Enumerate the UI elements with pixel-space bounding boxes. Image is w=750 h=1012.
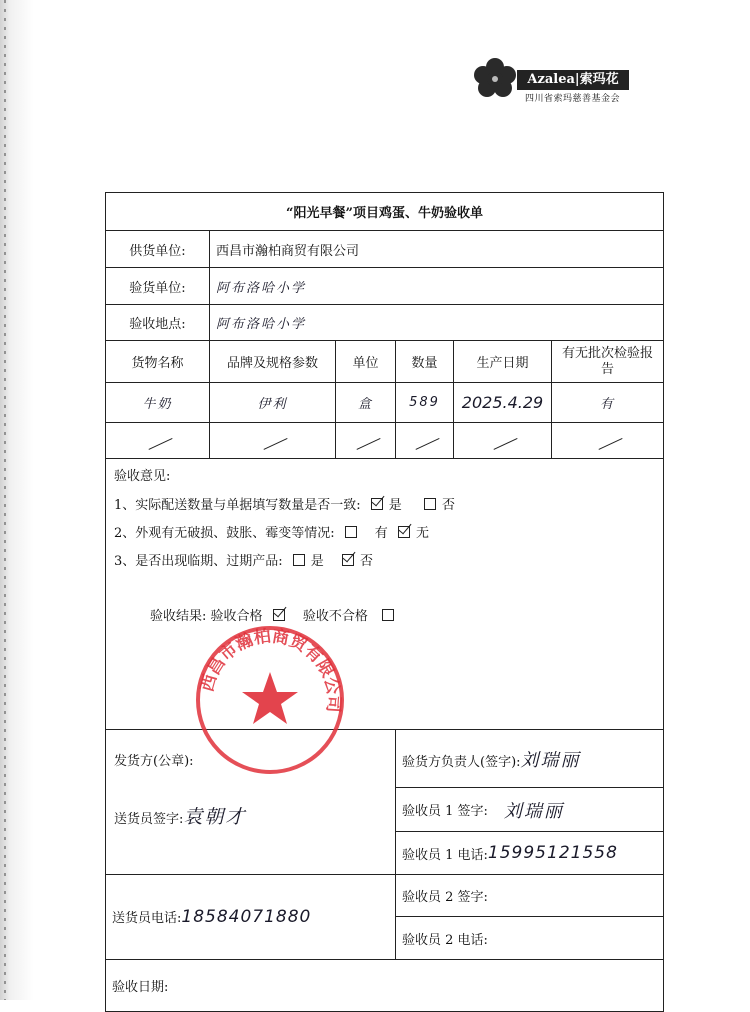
receiver-head-label: 验货方负责人(签字): bbox=[402, 754, 521, 770]
inspector1-phone-label: 验收员 1 电话: bbox=[402, 847, 488, 863]
inspector1-sign-row bbox=[396, 788, 663, 832]
header-inspection-report: 有无批次检验报告 bbox=[552, 341, 664, 383]
slash-mark bbox=[351, 427, 380, 450]
fail-checkbox[interactable] bbox=[382, 609, 394, 621]
header-goods-name: 货物名称 bbox=[106, 341, 210, 383]
q1-no-label: 否 bbox=[441, 498, 455, 513]
company-seal bbox=[190, 620, 350, 780]
seal-star-icon bbox=[242, 672, 298, 724]
acceptance-form bbox=[105, 192, 664, 1012]
header-production-date: 生产日期 bbox=[454, 341, 552, 383]
empty-mark-cell bbox=[454, 423, 552, 459]
acceptance-date-row bbox=[106, 960, 664, 1012]
inspector1-phone-row bbox=[396, 832, 663, 874]
receiver-head-row bbox=[396, 730, 664, 788]
scan-edge-shadow bbox=[0, 0, 34, 1000]
deliverer-phone-label: 送货员电话: bbox=[112, 911, 182, 926]
location-label: 验收地点: bbox=[106, 305, 210, 341]
empty-mark-cell bbox=[210, 423, 336, 459]
shipper-label: 发货方(公章): bbox=[114, 754, 194, 769]
deliverer-sign-row bbox=[114, 802, 246, 829]
azalea-flower-icon bbox=[465, 55, 525, 105]
production-date-cell[interactable]: 2025.4.29 bbox=[454, 383, 552, 423]
q3-no-checkbox[interactable] bbox=[342, 554, 354, 566]
deliverer-phone-row bbox=[106, 875, 396, 960]
acceptance-date-label: 验收日期: bbox=[112, 980, 169, 995]
q1-text: 1、实际配送数量与单据填写数量是否一致: bbox=[114, 498, 361, 513]
q2-no-label: 无 bbox=[415, 526, 429, 541]
receiver-head-value[interactable]: 刘瑞丽 bbox=[520, 749, 581, 771]
foundation-logo bbox=[465, 55, 630, 110]
inspector2-sign-label: 验收员 2 签字: bbox=[402, 890, 488, 905]
slash-mark bbox=[593, 427, 622, 450]
header-unit: 单位 bbox=[336, 341, 396, 383]
opinion-heading: 验收意见: bbox=[114, 469, 171, 484]
header-quantity: 数量 bbox=[396, 341, 454, 383]
receiver-label: 验货单位: bbox=[106, 268, 210, 305]
inspector2-phone-label: 验收员 2 电话: bbox=[402, 932, 488, 948]
inspector2-block bbox=[396, 875, 664, 960]
goods-name-cell[interactable]: 牛奶 bbox=[106, 383, 210, 423]
receiver-value[interactable]: 阿布洛哈小学 bbox=[210, 268, 664, 305]
logo-brand: Azalea|索玛花 bbox=[517, 70, 629, 90]
opinion-q2 bbox=[114, 522, 429, 541]
supplier-value[interactable]: 西昌市瀚柏商贸有限公司 bbox=[210, 231, 664, 268]
seal-text: 西昌市瀚柏商贸有限公司 bbox=[197, 626, 344, 714]
q3-yes-label: 是 bbox=[310, 554, 324, 569]
inspector1-block bbox=[396, 788, 664, 875]
quantity-cell[interactable]: 589 bbox=[396, 383, 454, 423]
opinion-q1 bbox=[114, 494, 455, 513]
q3-yes-checkbox[interactable] bbox=[293, 554, 305, 566]
fail-label: 验收不合格 bbox=[302, 609, 368, 624]
table-row bbox=[106, 383, 664, 423]
deliverer-phone-value[interactable]: 18584071880 bbox=[181, 907, 312, 927]
pass-label: 验收合格 bbox=[210, 609, 263, 624]
slash-mark bbox=[258, 427, 287, 450]
slash-mark bbox=[143, 427, 172, 450]
q1-yes-checkbox[interactable] bbox=[371, 498, 383, 510]
deliverer-sign-label: 送货员签字: bbox=[114, 812, 184, 827]
inspector2-phone-row bbox=[396, 917, 663, 959]
empty-mark-cell bbox=[106, 423, 210, 459]
q3-no-label: 否 bbox=[359, 554, 373, 569]
empty-mark-cell bbox=[396, 423, 454, 459]
inspection-report-cell[interactable]: 有 bbox=[552, 383, 664, 423]
q2-yes-label: 有 bbox=[374, 526, 388, 541]
q1-no-checkbox[interactable] bbox=[424, 498, 436, 510]
logo-subtitle: 四川省索玛慈善基金会 bbox=[525, 94, 621, 104]
inspector2-sign-row bbox=[396, 875, 663, 917]
slash-mark bbox=[488, 427, 517, 450]
table-row bbox=[106, 423, 664, 459]
header-brand-spec: 品牌及规格参数 bbox=[210, 341, 336, 383]
supplier-label: 供货单位: bbox=[106, 231, 210, 268]
unit-cell[interactable]: 盒 bbox=[336, 383, 396, 423]
q2-no-checkbox[interactable] bbox=[398, 526, 410, 538]
empty-mark-cell bbox=[552, 423, 664, 459]
form-title: “阳光早餐”项目鸡蛋、牛奶验收单 bbox=[106, 193, 664, 231]
empty-mark-cell bbox=[336, 423, 396, 459]
opinion-q3 bbox=[114, 550, 373, 569]
inspector1-sign-label: 验收员 1 签字: bbox=[402, 804, 488, 819]
q2-text: 2、外观有无破损、鼓胀、霉变等情况: bbox=[114, 526, 335, 541]
q3-text: 3、是否出现临期、过期产品: bbox=[114, 554, 283, 569]
deliverer-sign-value[interactable]: 袁朝才 bbox=[183, 806, 247, 828]
inspector1-phone-value[interactable]: 15995121558 bbox=[487, 843, 618, 863]
q2-yes-checkbox[interactable] bbox=[345, 526, 357, 538]
slash-mark bbox=[410, 427, 439, 450]
q1-yes-label: 是 bbox=[388, 498, 402, 513]
result-label: 验收结果: bbox=[150, 609, 207, 624]
inspector1-sign-value[interactable]: 刘瑞丽 bbox=[503, 800, 564, 822]
brand-spec-cell[interactable]: 伊利 bbox=[210, 383, 336, 423]
location-value[interactable]: 阿布洛哈小学 bbox=[210, 305, 664, 341]
